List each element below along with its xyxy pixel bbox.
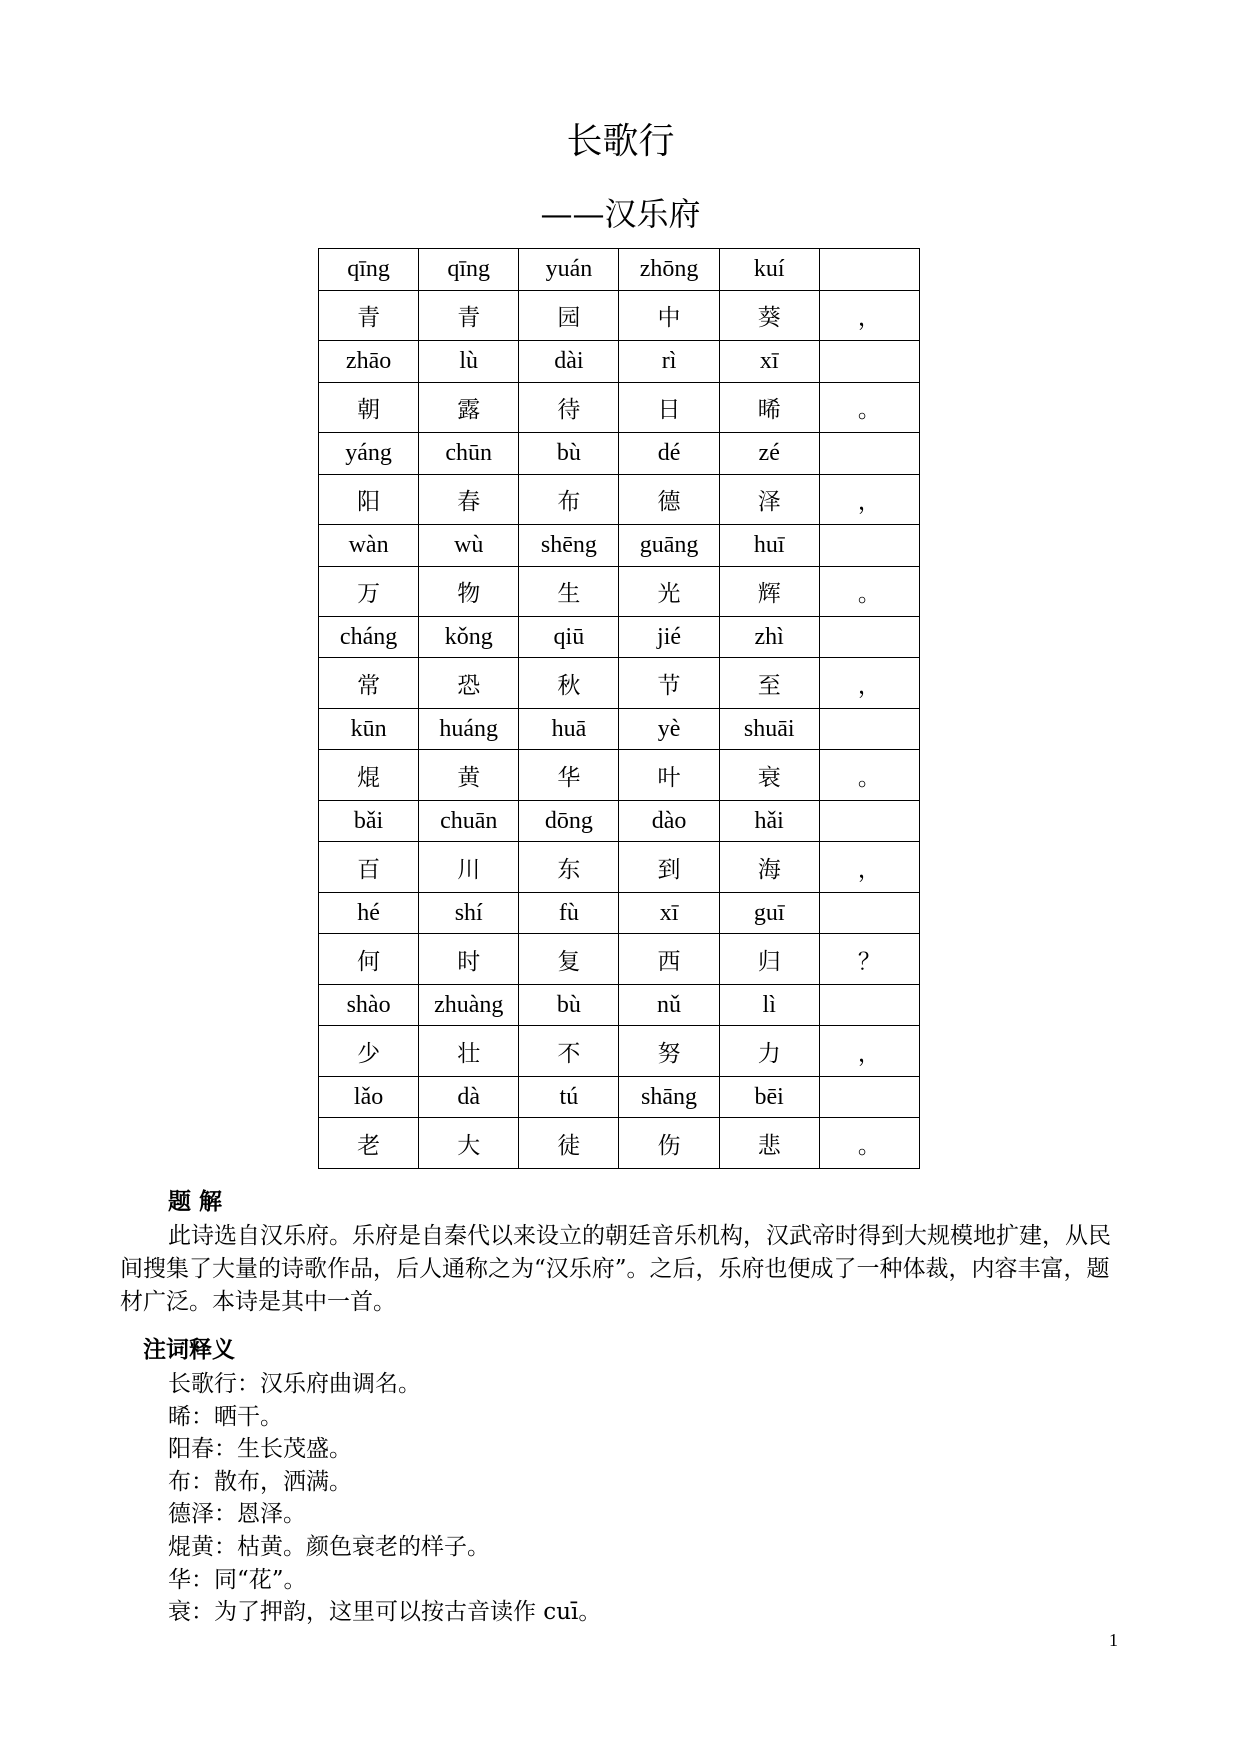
pinyin-row [319,249,920,291]
pinyin-row [319,800,920,842]
character-cell: 老 [319,1118,419,1169]
character-cell: 川 [419,842,519,892]
pinyin-cell: wù [419,524,519,566]
character-cell: 力 [719,1026,819,1076]
pinyin-cell: bēi [719,1076,819,1118]
empty-cell [819,249,919,291]
pinyin-cell: qīng [319,249,419,291]
pinyin-cell: guī [719,892,819,934]
pinyin-row [319,340,920,382]
character-cell: 中 [619,290,719,340]
pinyin-cell: wàn [319,524,419,566]
pinyin-cell: huā [519,708,619,750]
character-cell: 布 [519,474,619,524]
pinyin-cell: zhì [719,616,819,658]
character-cell: 节 [619,658,719,708]
punctuation-cell: ， [819,290,919,340]
character-row [319,474,920,524]
character-cell: 万 [319,566,419,616]
pinyin-cell: yuán [519,249,619,291]
character-cell: 努 [619,1026,719,1076]
pinyin-cell: bù [519,432,619,474]
character-cell: 大 [419,1118,519,1169]
notes-heading: 注词释义 [143,1336,235,1363]
pinyin-cell: lù [419,340,519,382]
character-cell: 壮 [419,1026,519,1076]
punctuation-cell: 。 [819,382,919,432]
character-cell: 海 [719,842,819,892]
punctuation-cell: ？ [819,934,919,984]
character-row [319,1026,920,1076]
character-cell: 焜 [319,750,419,800]
pinyin-cell: kǒng [419,616,519,658]
character-cell: 阳 [319,474,419,524]
character-cell: 日 [619,382,719,432]
punctuation-cell: ， [819,474,919,524]
character-cell: 不 [519,1026,619,1076]
character-cell: 伤 [619,1118,719,1169]
pinyin-cell: tú [519,1076,619,1118]
character-cell: 衰 [719,750,819,800]
pinyin-cell: dé [619,432,719,474]
empty-cell [819,800,919,842]
explanation-text: 此诗选自汉乐府。乐府是自秦代以来设立的朝廷音乐机构，汉武帝时得到大规模地扩建，从民间搜集了大量的诗歌作品，后人通称之为“汉乐府”。之后，乐府也便成了一种体裁，内容丰富，题材广泛。本诗是其中一首。 [120,1223,1111,1315]
pinyin-cell: zhōng [619,249,719,291]
character-cell: 园 [519,290,619,340]
pinyin-cell: shuāi [719,708,819,750]
character-cell: 辉 [719,566,819,616]
empty-cell [819,984,919,1026]
poem-title: 长歌行 [566,121,675,162]
note-item: 焜黄：枯黄。颜色衰老的样子。 [168,1533,490,1560]
pinyin-cell: bù [519,984,619,1026]
pinyin-cell: hǎi [719,800,819,842]
pinyin-cell: qīng [419,249,519,291]
pinyin-cell: shāng [619,1076,719,1118]
empty-cell [819,432,919,474]
pinyin-cell: jié [619,616,719,658]
character-cell: 归 [719,934,819,984]
pinyin-cell: guāng [619,524,719,566]
pinyin-cell: xī [719,340,819,382]
pinyin-cell: fù [519,892,619,934]
pinyin-cell: yáng [319,432,419,474]
character-cell: 何 [319,934,419,984]
punctuation-cell: 。 [819,750,919,800]
pinyin-cell: nǔ [619,984,719,1026]
character-row [319,842,920,892]
pinyin-cell: huī [719,524,819,566]
pinyin-cell: shí [419,892,519,934]
character-row [319,658,920,708]
character-cell: 德 [619,474,719,524]
pinyin-cell: kūn [319,708,419,750]
pinyin-cell: dà [419,1076,519,1118]
character-cell: 东 [519,842,619,892]
pinyin-cell: kuí [719,249,819,291]
pinyin-row [319,524,920,566]
character-cell: 葵 [719,290,819,340]
character-row [319,566,920,616]
pinyin-cell: yè [619,708,719,750]
character-row [319,750,920,800]
character-row [319,934,920,984]
punctuation-cell: 。 [819,1118,919,1169]
character-cell: 到 [619,842,719,892]
pinyin-cell: dài [519,340,619,382]
character-cell: 恐 [419,658,519,708]
character-row [319,1118,920,1169]
character-row [319,290,920,340]
character-cell: 生 [519,566,619,616]
note-item: 德泽：恩泽。 [168,1501,306,1528]
pinyin-row [319,1076,920,1118]
note-item: 阳春：生长茂盛。 [168,1436,352,1463]
character-cell: 西 [619,934,719,984]
pinyin-cell: hé [319,892,419,934]
character-cell: 时 [419,934,519,984]
character-cell: 秋 [519,658,619,708]
explanation-heading: 题 解 [168,1188,223,1215]
character-row [319,382,920,432]
note-item: 华：同“花”。 [168,1566,307,1593]
empty-cell [819,1076,919,1118]
character-cell: 少 [319,1026,419,1076]
pinyin-cell: chūn [419,432,519,474]
character-cell: 青 [319,290,419,340]
note-item: 衰：为了押韵，这里可以按古音读作 cuī。 [168,1599,602,1626]
empty-cell [819,616,919,658]
pinyin-cell: chuān [419,800,519,842]
pinyin-cell: zhāo [319,340,419,382]
punctuation-cell: 。 [819,566,919,616]
character-cell: 常 [319,658,419,708]
pinyin-cell: shào [319,984,419,1026]
character-cell: 叶 [619,750,719,800]
pinyin-cell: cháng [319,616,419,658]
character-cell: 华 [519,750,619,800]
note-item: 晞：晒干。 [168,1403,283,1430]
empty-cell [819,524,919,566]
poem-table [318,248,920,1169]
pinyin-cell: rì [619,340,719,382]
punctuation-cell: ， [819,842,919,892]
character-cell: 待 [519,382,619,432]
note-item: 布：散布，洒满。 [168,1468,352,1495]
pinyin-cell: shēng [519,524,619,566]
pinyin-cell: lǎo [319,1076,419,1118]
character-cell: 黄 [419,750,519,800]
pinyin-cell: huáng [419,708,519,750]
punctuation-cell: ， [819,658,919,708]
character-cell: 物 [419,566,519,616]
pinyin-row [319,984,920,1026]
notes-list [168,1368,601,1629]
empty-cell [819,892,919,934]
pinyin-cell: dōng [519,800,619,842]
pinyin-cell: xī [619,892,719,934]
poem-author: ——汉乐府 [540,195,701,233]
pinyin-row [319,708,920,750]
pinyin-cell: bǎi [319,800,419,842]
character-cell: 泽 [719,474,819,524]
empty-cell [819,340,919,382]
pinyin-cell: zé [719,432,819,474]
page-number: 1 [1109,1630,1118,1650]
pinyin-cell: zhuàng [419,984,519,1026]
punctuation-cell: ， [819,1026,919,1076]
pinyin-cell: lì [719,984,819,1026]
pinyin-row [319,432,920,474]
character-cell: 复 [519,934,619,984]
character-cell: 朝 [319,382,419,432]
character-cell: 悲 [719,1118,819,1169]
character-cell: 青 [419,290,519,340]
empty-cell [819,708,919,750]
pinyin-row [319,892,920,934]
character-cell: 春 [419,474,519,524]
character-cell: 至 [719,658,819,708]
character-cell: 露 [419,382,519,432]
character-cell: 百 [319,842,419,892]
note-item: 长歌行：汉乐府曲调名。 [168,1371,421,1397]
pinyin-cell: qiū [519,616,619,658]
character-cell: 光 [619,566,719,616]
pinyin-row [319,616,920,658]
pinyin-cell: dào [619,800,719,842]
character-cell: 晞 [719,382,819,432]
character-cell: 徒 [519,1118,619,1169]
